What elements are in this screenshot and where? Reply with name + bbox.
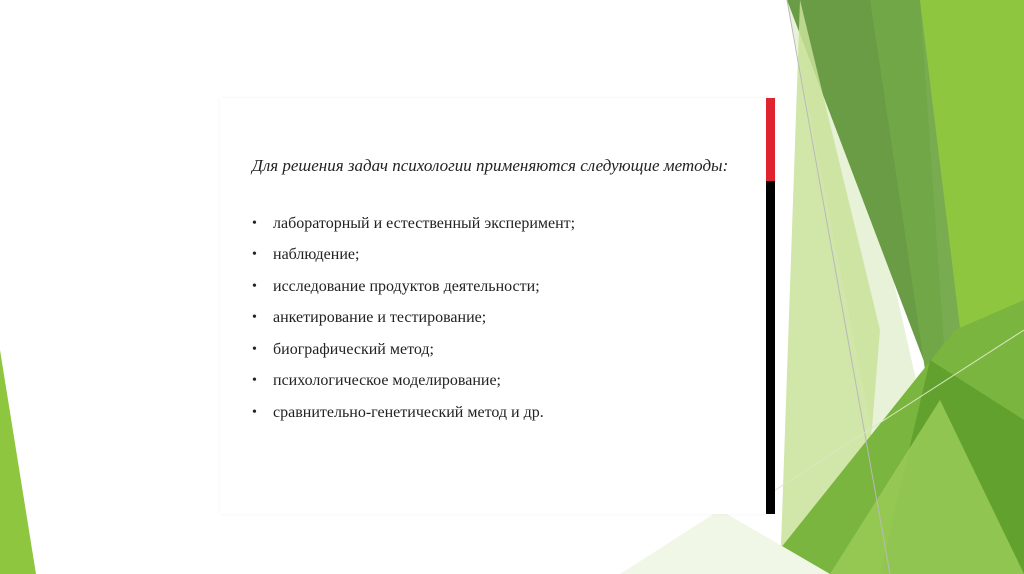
list-item-text: сравнительно-генетический метод и др. bbox=[273, 403, 544, 421]
intro-text: Для решения задач психологии применяются следующие методы: bbox=[252, 156, 729, 175]
list-item bbox=[252, 366, 732, 398]
list-item bbox=[252, 271, 732, 303]
methods-list bbox=[252, 208, 732, 429]
list-item bbox=[252, 208, 732, 240]
list-item-text: лабораторный и естественный эксперимент; bbox=[273, 214, 576, 232]
list-item-text: анкетирование и тестирование; bbox=[273, 309, 487, 327]
bullet-icon: • bbox=[252, 341, 257, 357]
bullet-icon: • bbox=[252, 278, 257, 294]
list-item-text: наблюдение; bbox=[273, 246, 360, 264]
list-item-text: биографический метод; bbox=[273, 340, 434, 358]
accent-bar-red bbox=[766, 98, 775, 181]
list-item bbox=[252, 303, 732, 335]
list-item bbox=[252, 334, 732, 366]
list-item-text: исследование продуктов деятельности; bbox=[273, 277, 540, 295]
list-item bbox=[252, 240, 732, 272]
accent-bar bbox=[766, 98, 775, 514]
bullet-icon: • bbox=[252, 215, 257, 231]
bullet-icon: • bbox=[252, 404, 257, 420]
list-item-text: психологическое моделирование; bbox=[273, 372, 501, 390]
accent-bar-black bbox=[766, 181, 775, 514]
green-triangle-left bbox=[0, 350, 36, 574]
bullet-icon: • bbox=[252, 373, 257, 389]
list-item bbox=[252, 397, 732, 429]
bullet-icon: • bbox=[252, 310, 257, 326]
bullet-icon: • bbox=[252, 247, 257, 263]
